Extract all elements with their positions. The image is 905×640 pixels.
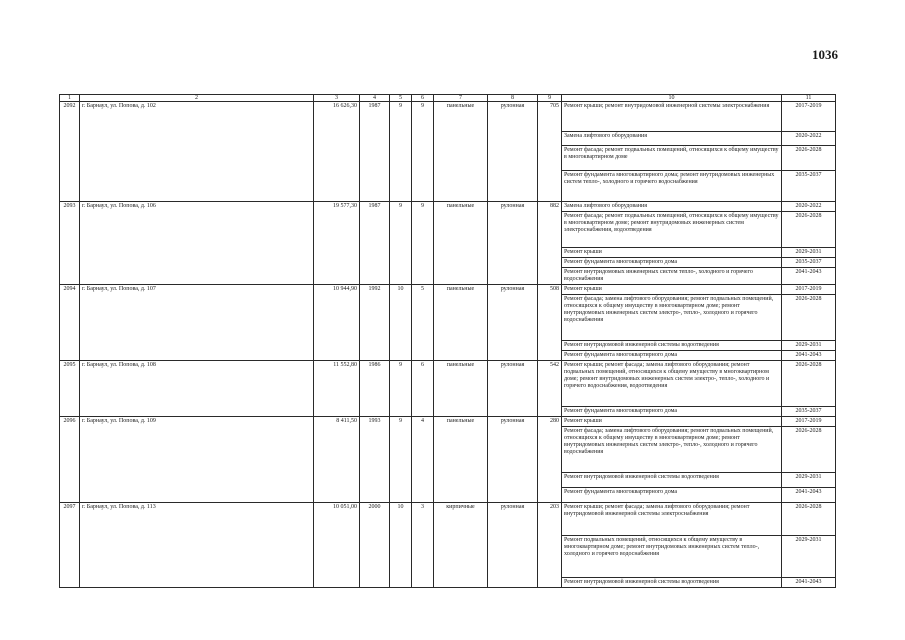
building-area: 10 944,90	[314, 285, 360, 361]
record-number: 2096	[60, 417, 80, 503]
building-address: г. Барнаул, ул. Попова, д. 113	[80, 503, 314, 588]
construction-year: 1993	[360, 417, 390, 503]
page-number: 1036	[812, 47, 838, 62]
resident-count: 508	[538, 285, 562, 361]
repair-work-description: Ремонт крыши	[562, 285, 782, 295]
column-number: 10	[562, 95, 782, 102]
repair-period: 2026-2028	[782, 427, 836, 473]
repair-period: 2026-2028	[782, 212, 836, 248]
repair-work-description: Ремонт фундамента многоквартирного дома	[562, 258, 782, 268]
repair-work-description: Ремонт крыши; ремонт фасада; замена лифтового оборудования; ремонт подвальных помещений, относящихся к общему имуществу в многоквартирном доме; ремонт внутридомовых инженерных систем электро-, тепло-, холодного и горячего водоснабжения, водоотведения	[562, 361, 782, 407]
roof-type: рулонная	[488, 361, 538, 417]
wall-material: панельные	[434, 285, 488, 361]
repair-work-description: Ремонт внутридомовой инженерной системы водоотведения	[562, 341, 782, 351]
building-address: г. Барнаул, ул. Попова, д. 106	[80, 202, 314, 285]
repair-period: 2026-2028	[782, 295, 836, 341]
repair-period: 2041-2043	[782, 268, 836, 285]
entrance-count: 5	[412, 285, 434, 361]
table-row	[60, 202, 836, 212]
table-row	[60, 102, 836, 132]
column-number-row	[60, 95, 836, 102]
repair-period: 2029-2031	[782, 341, 836, 351]
construction-year: 1987	[360, 102, 390, 202]
floor-count: 9	[390, 102, 412, 202]
repair-work-description: Ремонт фасада; ремонт подвальных помещений, относящихся к общему имуществу в многоквартирном доме	[562, 146, 782, 171]
repair-work-description: Ремонт внутридомовой инженерной системы водоотведения	[562, 578, 782, 588]
repair-period: 2041-2043	[782, 488, 836, 503]
column-number: 4	[360, 95, 390, 102]
column-number: 8	[488, 95, 538, 102]
column-number: 2	[80, 95, 314, 102]
wall-material: панельные	[434, 202, 488, 285]
record-number: 2095	[60, 361, 80, 417]
entrance-count: 6	[412, 361, 434, 417]
column-number: 5	[390, 95, 412, 102]
floor-count: 9	[390, 361, 412, 417]
repair-work-description: Ремонт внутридомовых инженерных систем тепло-, холодного и горячего водоснабжения	[562, 268, 782, 285]
table-row	[60, 361, 836, 407]
column-number: 3	[314, 95, 360, 102]
record-number: 2097	[60, 503, 80, 588]
floor-count: 9	[390, 202, 412, 285]
repair-period: 2026-2028	[782, 146, 836, 171]
repair-period: 2029-2031	[782, 248, 836, 258]
floor-count: 10	[390, 503, 412, 588]
repair-work-description: Ремонт крыши; ремонт фасада; замена лифтового оборудования; ремонт внутридомовой инженерной системы электроснабжения	[562, 503, 782, 536]
construction-year: 1987	[360, 202, 390, 285]
repair-work-description: Ремонт фундамента многоквартирного дома; ремонт внутридомовых инженерных систем тепло-, холодного и горячего водоснабжения	[562, 171, 782, 202]
repair-work-description: Ремонт фасада; ремонт подвальных помещений, относящихся к общему имуществу в многоквартирном доме; ремонт внутридомовых инженерных систем электроснабжения, водоотведения	[562, 212, 782, 248]
repair-period: 2029-2031	[782, 536, 836, 578]
building-area: 8 411,50	[314, 417, 360, 503]
construction-year: 1992	[360, 285, 390, 361]
entrance-count: 4	[412, 417, 434, 503]
record-number: 2094	[60, 285, 80, 361]
repair-work-description: Ремонт фасада; замена лифтового оборудования; ремонт подвальных помещений, относящихся к общему имуществу в многоквартирном доме; ремонт внутридомовых инженерных систем электро-, тепло-, холодного и горячего водоснабжения	[562, 427, 782, 473]
repair-work-description: Замена лифтового оборудования	[562, 202, 782, 212]
repair-period: 2035-2037	[782, 407, 836, 417]
resident-count: 203	[538, 503, 562, 588]
column-number: 1	[60, 95, 80, 102]
building-area: 19 577,30	[314, 202, 360, 285]
repair-schedule-table	[59, 94, 836, 588]
entrance-count: 3	[412, 503, 434, 588]
resident-count: 882	[538, 202, 562, 285]
wall-material: панельные	[434, 417, 488, 503]
building-area: 16 626,30	[314, 102, 360, 202]
column-number: 6	[412, 95, 434, 102]
entrance-count: 9	[412, 202, 434, 285]
resident-count: 280	[538, 417, 562, 503]
repair-period: 2029-2031	[782, 473, 836, 488]
table-row	[60, 285, 836, 295]
building-area: 10 051,00	[314, 503, 360, 588]
repair-period: 2035-2037	[782, 171, 836, 202]
building-address: г. Барнаул, ул. Попова, д. 109	[80, 417, 314, 503]
repair-period: 2020-2022	[782, 132, 836, 146]
repair-work-description: Ремонт фундамента многоквартирного дома	[562, 488, 782, 503]
repair-work-description: Ремонт фасада; замена лифтового оборудования; ремонт подвальных помещений, относящихся к общему имуществу в многоквартирном доме; ремонт внутридомовых инженерных систем электро-, тепло-, холодного и горячего водоснабжения	[562, 295, 782, 341]
resident-count: 705	[538, 102, 562, 202]
repair-period: 2035-2037	[782, 258, 836, 268]
repair-work-description: Ремонт внутридомовой инженерной системы водоотведения	[562, 473, 782, 488]
column-number: 11	[782, 95, 836, 102]
table-row	[60, 417, 836, 427]
record-number: 2092	[60, 102, 80, 202]
record-number: 2093	[60, 202, 80, 285]
roof-type: рулонная	[488, 285, 538, 361]
roof-type: рулонная	[488, 202, 538, 285]
column-number: 7	[434, 95, 488, 102]
repair-work-description: Ремонт крыши	[562, 248, 782, 258]
roof-type: рулонная	[488, 503, 538, 588]
repair-period: 2026-2028	[782, 503, 836, 536]
construction-year: 1986	[360, 361, 390, 417]
repair-period: 2017-2019	[782, 417, 836, 427]
entrance-count: 9	[412, 102, 434, 202]
wall-material: панельные	[434, 102, 488, 202]
table-row	[60, 503, 836, 536]
building-address: г. Барнаул, ул. Попова, д. 107	[80, 285, 314, 361]
repair-period: 2020-2022	[782, 202, 836, 212]
repair-work-description: Ремонт подвальных помещений, относящихся к общему имуществу в многоквартирном доме; ремонт внутридомовых инженерных систем тепло-, холодного и горячего водоснабжения	[562, 536, 782, 578]
roof-type: рулонная	[488, 417, 538, 503]
repair-period: 2017-2019	[782, 102, 836, 132]
building-address: г. Барнаул, ул. Попова, д. 102	[80, 102, 314, 202]
repair-period: 2041-2043	[782, 351, 836, 361]
construction-year: 2000	[360, 503, 390, 588]
wall-material: панельные	[434, 361, 488, 417]
repair-work-description: Замена лифтового оборудования	[562, 132, 782, 146]
repair-work-description: Ремонт крыши; ремонт внутридомовой инженерной системы электроснабжения	[562, 102, 782, 132]
resident-count: 542	[538, 361, 562, 417]
repair-period: 2017-2019	[782, 285, 836, 295]
wall-material: кирпичные	[434, 503, 488, 588]
floor-count: 10	[390, 285, 412, 361]
column-number: 9	[538, 95, 562, 102]
roof-type: рулонная	[488, 102, 538, 202]
building-area: 11 552,80	[314, 361, 360, 417]
repair-period: 2026-2028	[782, 361, 836, 407]
repair-work-description: Ремонт фундамента многоквартирного дома	[562, 351, 782, 361]
repair-period: 2041-2043	[782, 578, 836, 588]
floor-count: 9	[390, 417, 412, 503]
repair-work-description: Ремонт крыши	[562, 417, 782, 427]
building-address: г. Барнаул, ул. Попова, д. 108	[80, 361, 314, 417]
repair-work-description: Ремонт фундамента многоквартирного дома	[562, 407, 782, 417]
